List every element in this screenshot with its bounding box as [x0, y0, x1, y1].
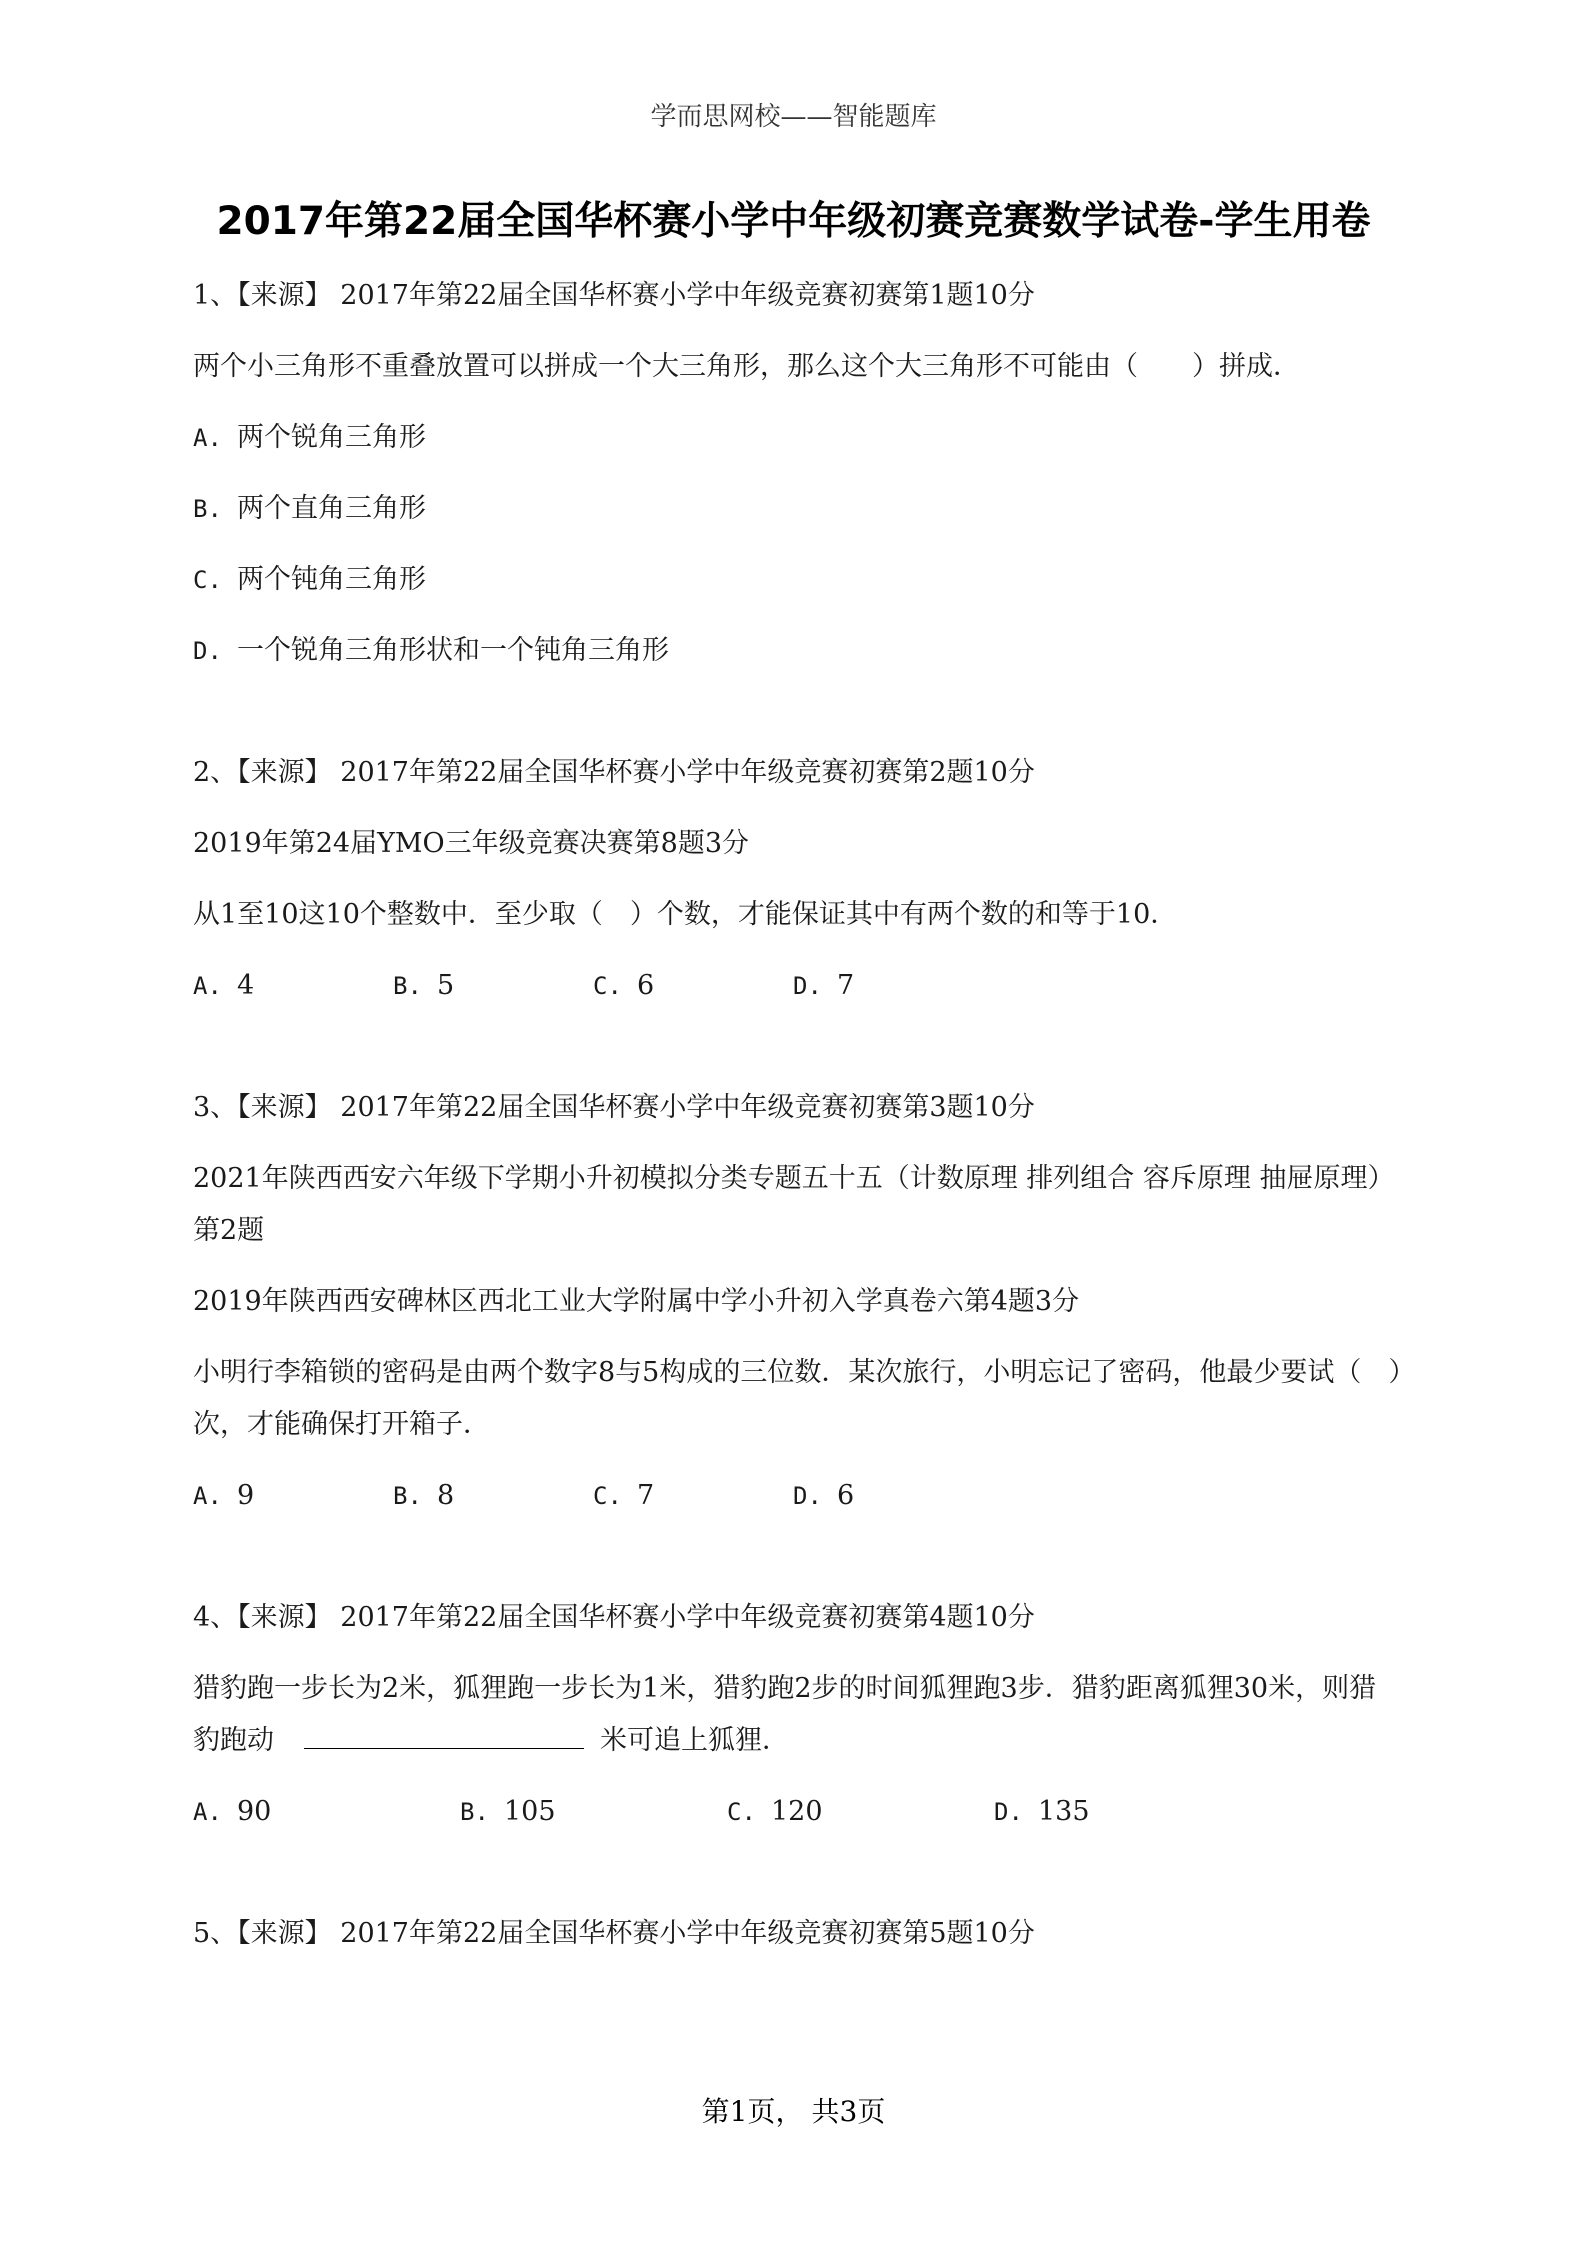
option-a: A. 两个锐角三角形 — [193, 422, 426, 453]
option-c: C. 120 — [727, 1796, 823, 1827]
option-d: D. 6 — [793, 1480, 855, 1511]
options-row — [193, 1470, 1403, 1522]
option-a: A. 9 — [193, 1480, 255, 1511]
question-extra-source: 2019年第24届YMO三年级竞赛决赛第8题3分 — [193, 828, 750, 859]
option-d: D. 7 — [793, 970, 855, 1001]
question-extra-source: 2021年陕西西安六年级下学期小升初模拟分类专题五十五（计数原理 排列组合 容斥原理 抽屉原理）第2题 — [193, 1163, 1395, 1246]
stem-before-blank: 猎豹跑一步长为2米，狐狸跑一步长为1米，猎豹跑2步的时间狐狸跑3步．猎豹距离狐狸30米，则猎豹跑动 — [193, 1673, 1377, 1756]
answer-blank — [304, 1718, 584, 1749]
page-number: 第1页， — [701, 2095, 804, 2128]
question-4 — [193, 1592, 1403, 1838]
question-2 — [193, 747, 1403, 1012]
option-d: D. 135 — [994, 1796, 1090, 1827]
question-source: 1、【来源】 2017年第22届全国华杯赛小学中年级竞赛初赛第1题10分 — [193, 280, 1035, 311]
option-b: B. 5 — [393, 970, 455, 1001]
question-stem: 两个小三角形不重叠放置可以拼成一个大三角形，那么这个大三角形不可能由（ ）拼成． — [193, 351, 1300, 382]
page-footer — [0, 2090, 1587, 2130]
question-stem: 从1至10这10个整数中．至少取（ ）个数，才能保证其中有两个数的和等于10． — [193, 899, 1178, 930]
page-total: 共3页 — [811, 2095, 886, 2128]
question-3 — [193, 1082, 1403, 1522]
option-b: B. 8 — [393, 1480, 455, 1511]
document-title: 2017年第22届全国华杯赛小学中年级初赛竞赛数学试卷-学生用卷 — [216, 199, 1371, 244]
option-a: A. 4 — [193, 970, 255, 1001]
option-b: B. 两个直角三角形 — [193, 493, 426, 524]
question-list — [193, 270, 1403, 2030]
question-source: 5、【来源】 2017年第22届全国华杯赛小学中年级竞赛初赛第5题10分 — [193, 1918, 1035, 1949]
stem-after-blank: 米可追上狐狸． — [600, 1725, 789, 1756]
question-1 — [193, 270, 1403, 677]
page-header: 学而思网校——智能题库 — [650, 102, 937, 132]
question-source: 2、【来源】 2017年第22届全国华杯赛小学中年级竞赛初赛第2题10分 — [193, 757, 1035, 788]
option-c: C. 7 — [593, 1480, 655, 1511]
option-c: C. 两个钝角三角形 — [193, 564, 426, 595]
option-a: A. 90 — [193, 1796, 272, 1827]
question-5 — [193, 1908, 1403, 1960]
question-extra-source: 2019年陕西西安碑林区西北工业大学附属中学小升初入学真卷六第4题3分 — [193, 1286, 1080, 1317]
option-d: D. 一个锐角三角形状和一个钝角三角形 — [193, 635, 669, 666]
options-row — [193, 960, 1403, 1012]
option-b: B. 105 — [460, 1796, 556, 1827]
options-row — [193, 1786, 1403, 1838]
question-source: 3、【来源】 2017年第22届全国华杯赛小学中年级竞赛初赛第3题10分 — [193, 1092, 1035, 1123]
option-c: C. 6 — [593, 970, 655, 1001]
question-source: 4、【来源】 2017年第22届全国华杯赛小学中年级竞赛初赛第4题10分 — [193, 1602, 1035, 1633]
question-stem — [193, 1663, 1403, 1767]
question-stem: 小明行李箱锁的密码是由两个数字8与5构成的三位数．某次旅行，小明忘记了密码，他最少要试（ ）次，才能确保打开箱子． — [193, 1357, 1402, 1440]
